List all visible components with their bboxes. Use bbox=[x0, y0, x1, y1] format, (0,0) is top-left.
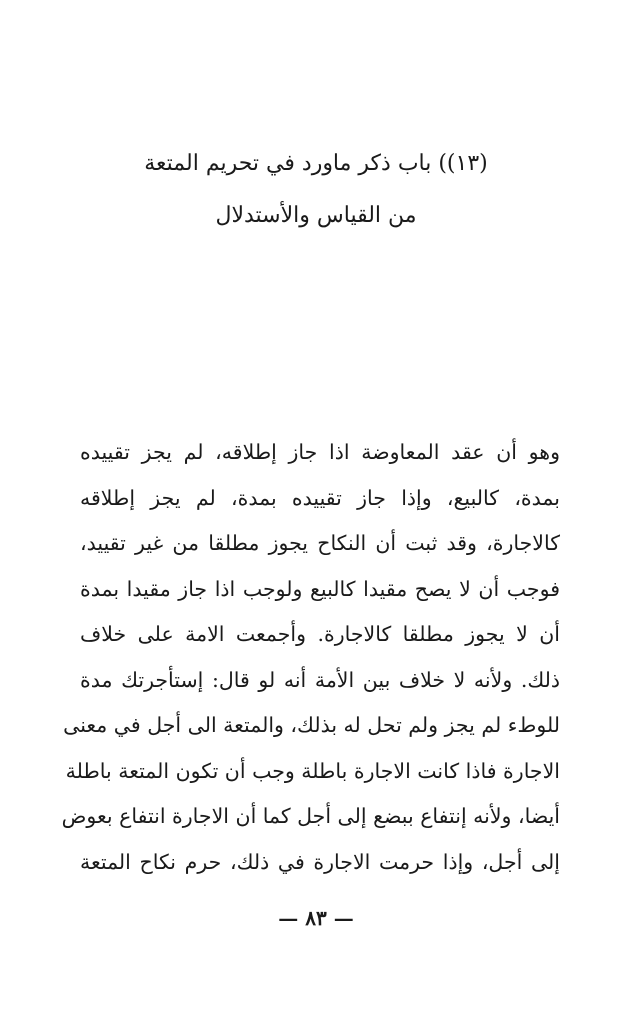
chapter-title-line-2: من القياس والأستدلال bbox=[215, 203, 417, 228]
body-line: إلى أجل، وإذا حرمت الاجارة في ذلك، حرم نكاح المتعة bbox=[80, 849, 560, 874]
body-line: كالاجارة، وقد ثبت أن النكاح يجوز مطلقا من غير تقييد، bbox=[80, 531, 560, 555]
body-line: أيضا، ولأنه إنتفاع ببضع إلى أجل كما أن الاجارة انتفاع بعوض bbox=[61, 804, 560, 828]
body-line: للوطء لم يجز ولم تحل له بذلك، والمتعة الى أجل في معنى bbox=[63, 713, 560, 737]
body-line: بمدة، كالبيع، وإذا جاز تقييده بمدة، لم يجز إطلاقه bbox=[80, 485, 560, 510]
body-line: ذلك. ولأنه لا خلاف بين الأمة أنه لو قال: إستأجرتك مدة bbox=[80, 667, 560, 692]
page-number: — ٨٣ — bbox=[278, 906, 354, 930]
body-line: وهو أن عقد المعاوضة اذا جاز إطلاقه، لم يجز تقييده bbox=[80, 440, 560, 464]
chapter-title-line-1: (١٣)) باب ذكر ماورد في تحريم المتعة bbox=[144, 151, 488, 176]
body-line: الاجارة فاذا كانت الاجارة باطلة وجب أن تكون المتعة باطلة bbox=[65, 758, 560, 783]
body-line: أن لا يجوز مطلقا كالاجارة. وأجمعت الامة على خلاف bbox=[80, 622, 560, 646]
chapter-heading bbox=[60, 138, 572, 242]
body-line: فوجب أن لا يصح مقيدا كالبيع ولوجب اذا جاز مقيدا بمدة bbox=[80, 576, 560, 601]
body-paragraph bbox=[61, 430, 560, 885]
